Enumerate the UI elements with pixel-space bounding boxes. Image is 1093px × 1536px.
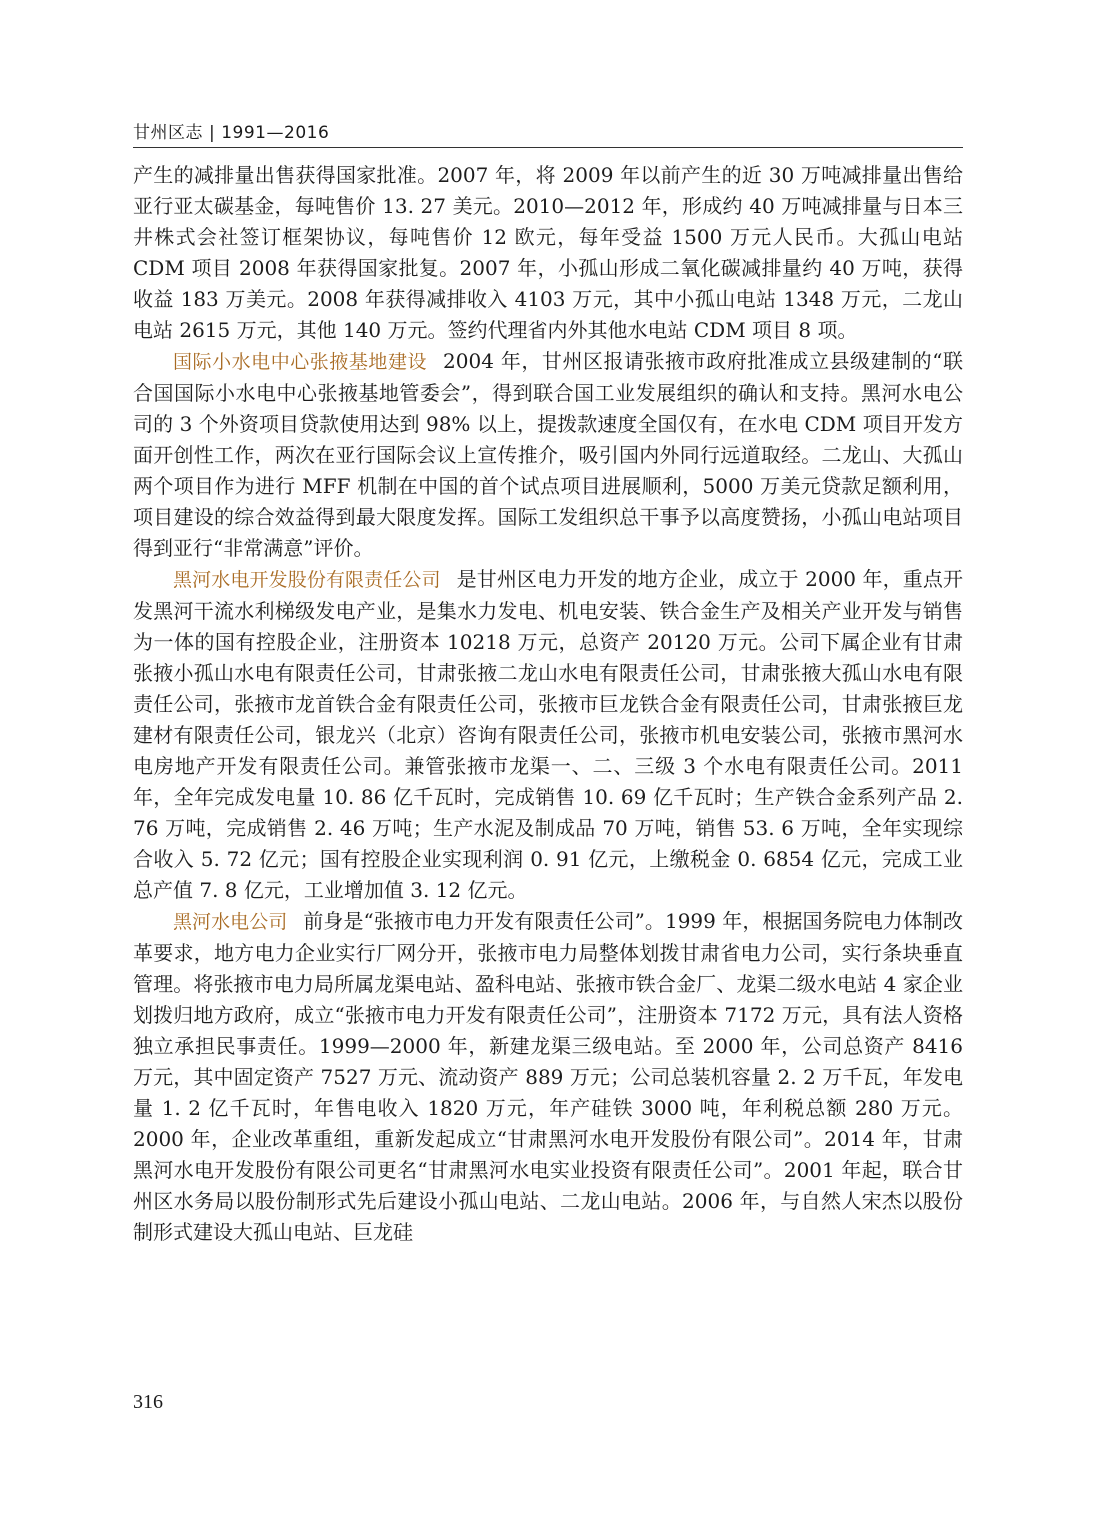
running-header (133, 122, 963, 146)
header-rule (133, 147, 963, 148)
paragraph-heihe-hydropower-company (133, 906, 963, 1248)
entry-title: 国际小水电中心张掖基地建设 (173, 351, 428, 373)
entry-title: 黑河水电开发股份有限责任公司 (173, 569, 441, 591)
paragraph-text: 前身是“张掖市电力开发有限责任公司”。1999 年，根据国务院电力体制改革要求，地方电力企业实行厂网分开，张掖市电力局整体划拨甘肃省电力公司，实行条块垂直管理。将张掖市电力局所属龙渠电站、盈科电站、张掖市铁合金厂、龙渠二级水电站 4 家企业划拨归地方政府，成立“张掖市电力开发有限责任公司”，注册资本 7172 万元，具有法人资格独立承担民事责任。1999—2000 年，新建龙渠三级电站。至 2000 年，公司总资产 8416 万元，其中固定资产 7527 万元、流动资产 889 万元；公司总装机容量 2. 2 万千瓦，年发电量 1. 2 亿千瓦时，年售电收入 1820 万元，年产硅铁 3000 吨，年利税总额 280 万元。2000 年，企业改革重组，重新发起成立“甘肃黑河水电开发股份有限公司”。2014 年，甘肃黑河水电开发股份有限公司更名“甘肃黑河水电实业投资有限责任公司”。2001 年起，联合甘州区水务局以股份制形式先后建设小孤山电站、二龙山电站。2006 年，与自然人宋杰以股份制形式建设大孤山电站、巨龙硅 (133, 909, 963, 1244)
paragraph-zhangye-base (133, 346, 963, 564)
paragraph-text: 2004 年，甘州区报请张掖市政府批准成立县级建制的“联合国国际小水电中心张掖基地管委会”，得到联合国工业发展组织的确认和支持。黑河水电公司的 3 个外资项目贷款使用达到 98% 以上，提拨款速度全国仅有，在水电 CDM 项目开发方面开创性工作，两次在亚行国际会议上宣传推介，吸引国内外同行远道取经。二龙山、大孤山两个项目作为进行 MFF 机制在中国的首个试点项目进展顺利，5000 万美元贷款足额利用，项目建设的综合效益得到最大限度发挥。国际工发组织总干事予以高度赞扬，小孤山电站项目得到亚行“非常满意”评价。 (133, 349, 963, 560)
entry-title: 黑河水电公司 (173, 911, 288, 933)
paragraph-text: 产生的减排量出售获得国家批准。2007 年，将 2009 年以前产生的近 30 万吨减排量出售给亚行亚太碳基金，每吨售价 13. 27 美元。2010—2012 年，形成约 40 万吨减排量与日本三井株式会社签订框架协议，每吨售价 12 欧元，每年受益 1500 万元人民币。大孤山电站 CDM 项目 2008 年获得国家批复。2007 年，小孤山形成二氧化碳减排量约 40 万吨，获得收益 183 万美元。2008 年获得减排收入 4103 万元，其中小孤山电站 1348 万元，二龙山电站 2615 万元，其他 140 万元。签约代理省内外其他水电站 CDM 项目 8 项。 (133, 163, 963, 342)
body-text (133, 160, 963, 1248)
book-title: 甘州区志 (133, 123, 203, 143)
period-range: 1991—2016 (221, 123, 330, 143)
page-number: 316 (133, 1391, 163, 1413)
paragraph-text: 是甘州区电力开发的地方企业，成立于 2000 年，重点开发黑河干流水利梯级发电产业，是集水力发电、机电安装、铁合金生产及相关产业开发与销售为一体的国有控股企业，注册资本 10218 万元，总资产 20120 万元。公司下属企业有甘肃张掖小孤山水电有限责任公司，甘肃张掖二龙山水电有限责任公司，甘肃张掖大孤山水电有限责任公司，张掖市龙首铁合金有限责任公司，张掖市巨龙铁合金有限责任公司，甘肃张掖巨龙建材有限责任公司，银龙兴（北京）咨询有限责任公司，张掖市机电安装公司，张掖市黑河水电房地产开发有限责任公司。兼管张掖市龙渠一、二、三级 3 个水电有限责任公司。2011 年，全年完成发电量 10. 86 亿千瓦时，完成销售 10. 69 亿千瓦时；生产铁合金系列产品 2. 76 万吨，完成销售 2. 46 万吨；生产水泥及制成品 70 万吨，销售 53. 6 万吨，全年实现综合收入 5. 72 亿元；国有控股企业实现利润 0. 91 亿元，上缴税金 0. 6854 亿元，完成工业总产值 7. 8 亿元，工业增加值 3. 12 亿元。 (133, 567, 963, 902)
header-separator: | (209, 123, 216, 143)
paragraph-cdm-continuation (133, 160, 963, 346)
paragraph-heihe-shareholding-company (133, 564, 963, 906)
